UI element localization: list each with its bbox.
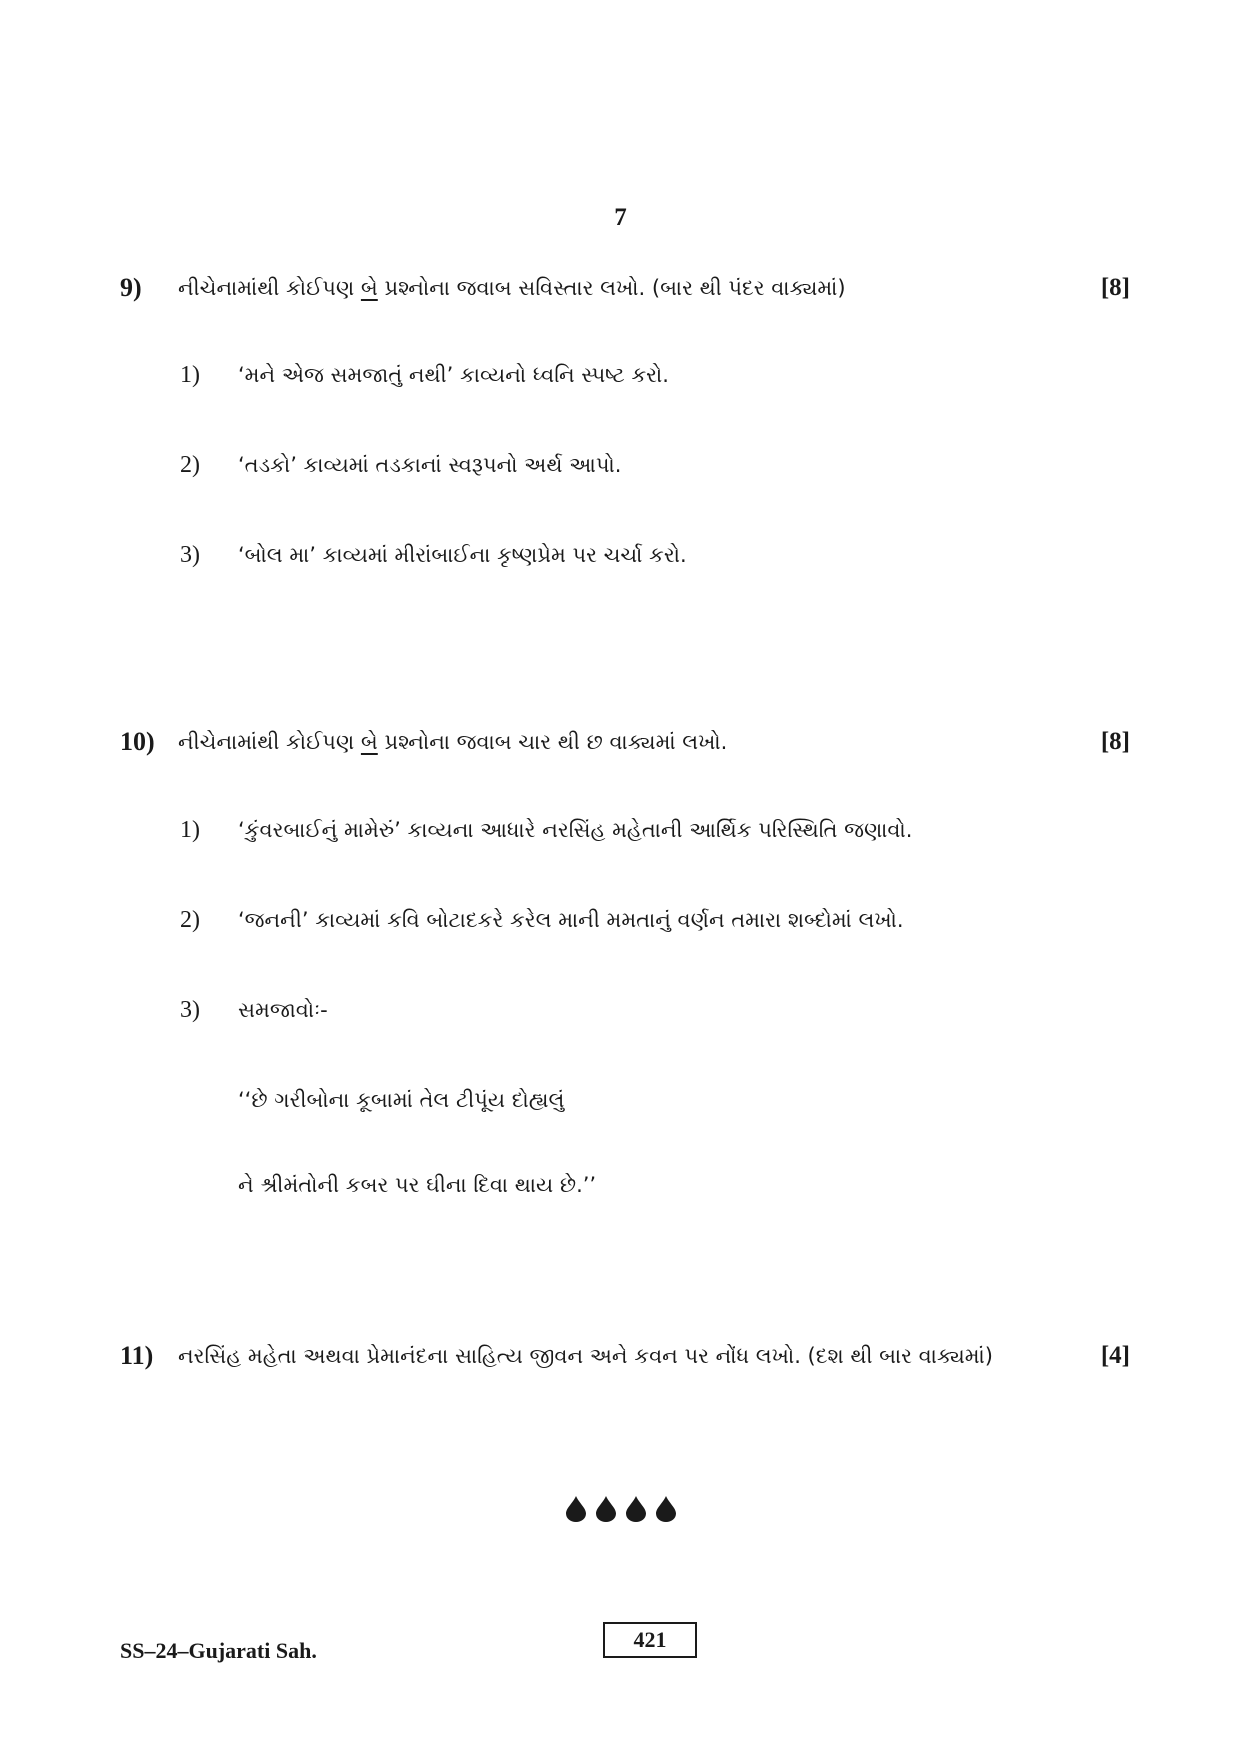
question-number: 9) [120,273,142,302]
question-11 [120,1336,1130,1376]
sub-question-text: ‘મને એજ સમજાતું નથી’ કાવ્યનો ધ્વનિ સ્પષ્ટ કરો. [238,363,669,387]
question-10 [120,722,1130,762]
sub-question [180,355,1080,395]
paper-code: SS–24–Gujarati Sah. [120,1638,317,1663]
page-number: 7 [614,204,627,231]
sub-question [180,990,1080,1030]
verse-line: ને શ્રીમંતોની કબર પર ઘીના દિવા થાય છે.’’ [238,1173,597,1197]
question-marks: [8] [1100,274,1130,301]
sub-question [180,900,1080,940]
question-text [178,268,846,308]
sub-question-text: ‘જનની’ કાવ્યમાં કવિ બોટાદકરે કરેલ માની મમતાનું વર્ણન તમારા શબ્દોમાં લખો. [238,908,904,932]
drop-icon [565,1496,587,1522]
question-text: નરસિંહ મહેતા અથવા પ્રેમાનંદના સાહિત્ય જીવન અને કવન પર નોંધ લખો. (દશ થી બાર વાક્યમાં) [178,1344,993,1368]
verse-line: ‘‘છે ગરીબોના કૂબામાં તેલ ટીપૂંય દોહ્યલું [238,1088,565,1112]
question-number: 11) [120,1341,154,1370]
sub-question-number: 1) [180,817,200,843]
question-number: 10) [120,727,155,756]
question-text-part: નીચેનામાંથી કોઈપણ [178,276,361,300]
question-9 [120,268,1130,308]
end-ornament [0,1496,1241,1522]
question-text-part: પ્રશ્નોના જવાબ ચાર થી છ વાક્યમાં લખો. [377,730,728,754]
sub-question-number: 2) [180,452,200,478]
sub-question-number: 3) [180,542,200,568]
page-code-box: 421 [603,1622,697,1658]
sub-question-number: 3) [180,997,200,1023]
question-marks: [4] [1100,1342,1130,1369]
sub-question-number: 1) [180,362,200,388]
sub-question [180,810,1080,850]
sub-question-number: 2) [180,907,200,933]
sub-question [180,445,1080,485]
question-text-part: નીચેનામાંથી કોઈપણ [178,730,361,754]
sub-question-text: ‘તડકો’ કાવ્યમાં તડકાનાં સ્વરૂપનો અર્થ આપો. [238,453,622,477]
drop-icon [625,1496,647,1522]
drop-icon [655,1496,677,1522]
drop-icon [595,1496,617,1522]
sub-question [180,535,1080,575]
sub-question-text: ‘બોલ મા’ કાવ્યમાં મીરાંબાઈના કૃષ્ણપ્રેમ પર ચર્ચા કરો. [238,543,687,567]
question-text [178,722,727,762]
underlined-word: બે [360,276,378,300]
question-text-part: પ્રશ્નોના જવાબ સવિસ્તાર લખો. (બાર થી પંદર વાક્યમાં) [377,276,846,300]
question-marks: [8] [1100,728,1130,755]
sub-question-text: સમજાવોઃ- [238,998,328,1022]
underlined-word: બે [360,730,378,754]
sub-question-text: ‘કુંવરબાઈનું મામેરું’ કાવ્યના આધારે નરસિંહ મહેતાની આર્થિક પરિસ્થિતિ જણાવો. [238,818,913,842]
